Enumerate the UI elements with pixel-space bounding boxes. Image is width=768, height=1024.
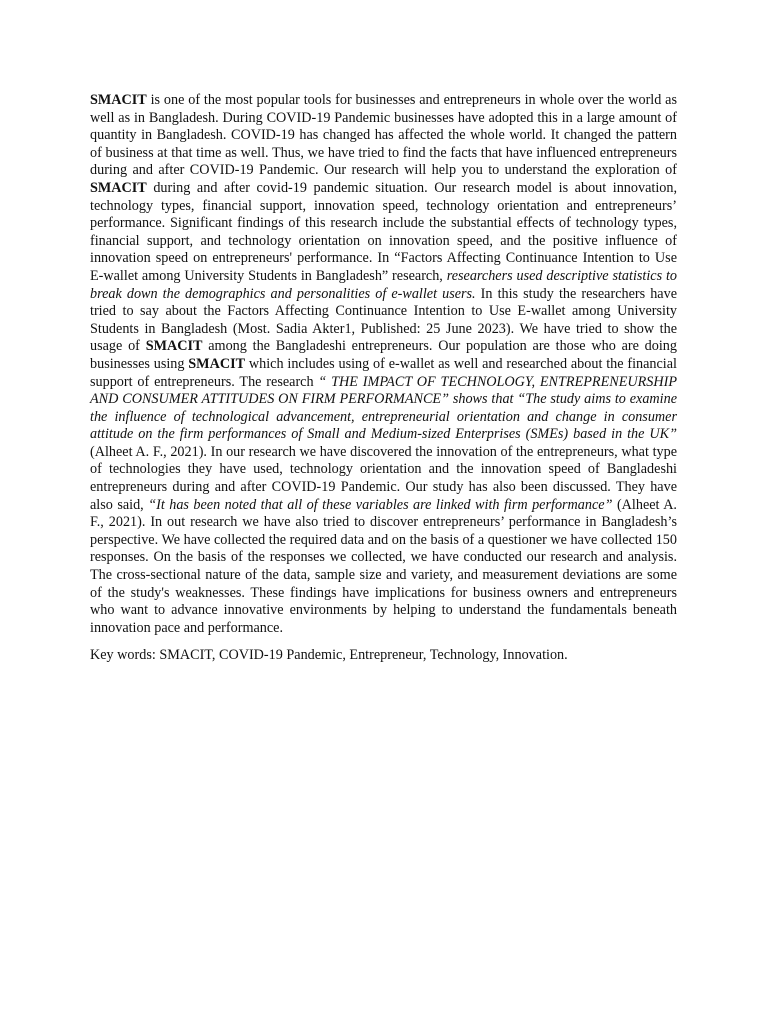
- quoted-finding: “It has been noted that all of these variables are linked with firm performance”: [148, 496, 613, 513]
- abstract-text: during and after covid-19 pandemic situation. Our research model is about innovation, technology types, financial support, innovation speed, technology orientation and entrepreneurs’ performance. Significant findings of this research include the substantial effects of technology types, financial support, and technology orientation on innovation speed, and the positive influence of innovation speed on entrepreneurs' performance. In “Factors Affecting Continuance Intention to Use E-wallet among University Students in Bangladesh” research,: [90, 179, 677, 284]
- smacit-term: SMACIT: [188, 355, 246, 372]
- document-page: [90, 92, 677, 665]
- abstract-text: (Alheet A. F., 2021). In our research we have discovered the innovation of the entrepreneurs, what type of technologies they have used, technology orientation and the innovation speed of Bangladeshi entrepreneurs during and after COVID-19 Pandemic. Our study has also been discussed. They have also said,: [90, 443, 677, 513]
- quoted-finding: researchers used descriptive statistics to break down the demographics and personalities of e-wallet users.: [90, 267, 677, 302]
- abstract-text: (Alheet A. F., 2021). In out research we have also tried to discover entrepreneurs’ performance in Bangladesh’s perspective. We have collected the required data and on the basis of a questioner we have collected 150 responses. On the basis of the responses we collected, we have conducted our research and analysis. The cross-sectional nature of the data, sample size and variety, and measurement deviations are some of the study's weaknesses. These findings have implications for business owners and entrepreneurs who want to advance innovative environments by helping to understand the fundamentals beneath innovation pace and performance.: [90, 496, 677, 636]
- abstract-text: among the Bangladeshi entrepreneurs. Our population are those who are doing businesses using: [90, 338, 677, 372]
- abstract-text: which includes using of e-wallet as well and researched about the financial support of entrepreneurs. The research: [90, 355, 677, 390]
- quoted-study-title: “ THE IMPACT OF TECHNOLOGY, ENTREPRENEURSHIP AND CONSUMER ATTITUDES ON FIRM PERFORMANCE” shows that “The study aims to examine the influence of technological advancement, entrepreneurial orientation and change in consumer attitude on the firm performances of Small and Medium-sized Enterprises (SMEs) based in the UK”: [90, 373, 678, 443]
- abstract-paragraph: [90, 92, 677, 637]
- keywords-line: Key words: SMACIT, COVID-19 Pandemic, Entrepreneur, Technology, Innovation.: [90, 647, 568, 664]
- smacit-term: SMACIT: [145, 338, 203, 355]
- abstract-text: In this study the researchers have tried to say about the Factors Affecting Continuance Intention to Use E-wallet among University Students in Bangladesh (Most. Sadia Akter1, Published: 25 June 2023). We have tried to show the usage of: [90, 285, 677, 355]
- smacit-term: SMACIT: [90, 179, 147, 196]
- abstract-text: is one of the most popular tools for businesses and entrepreneurs in whole over the world as well as in Bangladesh. During COVID-19 Pandemic businesses have adopted this in a large amount of quantity in Bangladesh. COVID-19 has changed has affected the whole world. It changed the pattern of business at that time as well. Thus, we have tried to find the facts that have influenced entrepreneurs during and after COVID-19 Pandemic. Our research will help you to understand the exploration of: [90, 92, 677, 179]
- smacit-term: SMACIT: [90, 92, 147, 108]
